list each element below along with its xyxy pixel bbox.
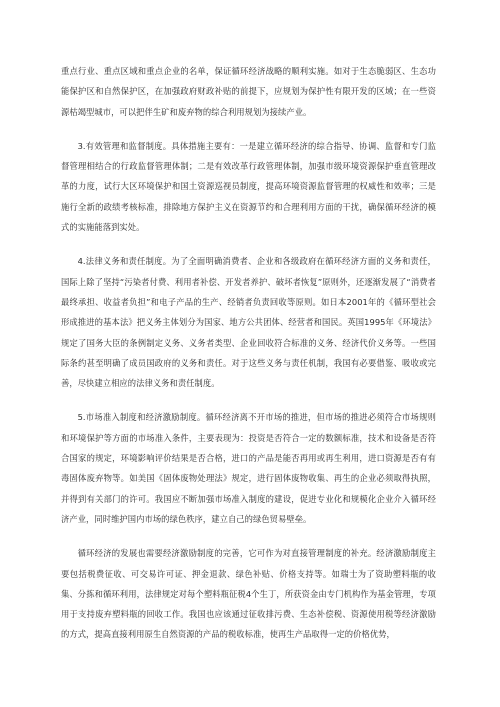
paragraph-supervision-system: 3.有效管理和监督制度。具体措施主要有：一是建立循环经济的综合指导、协调、监督和专门监督管理相结合的行政监督管理体制；二是有效改革行政管理体制，加强市级环境资源保护垂直管理改革的力度，试行大区环境保护和国土资源巡视员制度，提高环境资源监督管理的权威性和效率；三是施行全新的政绩考核标准，排除地方保护主义在资源节约和合理利用方面的干扰，确保循环经济的模式的实施能落到实处。: [61, 140, 436, 233]
paragraph-economic-incentive: 循环经济的发展也需要经济激励制度的完善，它可作为对直接管理制度的补充。经济激励制度主要包括税费征收、可交易许可证、押金退款、绿色补贴、价格支持等。如瑞士为了资助塑料瓶的收集、分拣和循环利用，法律规定对每个塑料瓶征税4个生丁，所获资金由专门机构作为基金管理，专项用于支持废弃塑料瓶的回收工作。我国也应该通过征收排污费、生态补偿税、资源使用税等经济激励的方式，提高直接利用原生自然资源的产品的税收标准，使再生产品取得一定的价格优势，: [61, 548, 436, 640]
paragraph-continuation: 重点行业、重点区域和重点企业的名单，保证循环经济战略的顺利实施。如对于生态脆弱区、生态功能保护区和自然保护区，在加强政府财政补贴的前提下，应规划为保护性有限开发的区域；在一些资源枯竭型城市，可以把伴生矿和废弃物的综合利用规划为接续产业。: [61, 66, 436, 117]
paragraph-legal-obligation: 4.法律义务和责任制度。为了全面明确消费者、企业和各级政府在循环经济方面的义务和责任，国际上除了坚持“污染者付费、利用者补偿、开发者养护、破坏者恢复”原则外，还逐渐发展了“消费者最终承担、收益者负担”和电子产品的生产、经销者负责回收等原则。如日本2001年的《循环型社会形成推进的基本法》把义务主体划分为国家、地方公共团体、经营者和国民。英国1995年《环境法》规定了国务大臣的条例制定义务、义务者类型、企业回收符合标准的义务、经济代价义务等。一些国际条约甚至明确了成员国政府的义务和责任。对于这些义务与责任机制，我国有必要借鉴、吸收或完善，尽快建立相应的法律义务和责任制度。: [61, 256, 436, 389]
paragraph-market-access: 5.市场准入制度和经济激励制度。循环经济离不开市场的推进，但市场的推进必须符合市场规则和环境保护等方面的市场准入条件，主要表现为：投资是否符合一定的数额标准，技术和设备是否符合国家的规定，环境影响评价结果是否合格，进口的产品是能否再用或再生利用，进口资源是否有有毒固体废弃物等。如美国《固体废物处理法》规定，进行固体废物收集、再生的企业必须取得执照，并得到有关部门的许可。我国应不断加强市场准入制度的建设，促进专业化和规模化企业介入循环经济产业，同时维护国内市场的绿色秩序，建立自己的绿色贸易壁垒。: [61, 412, 436, 524]
